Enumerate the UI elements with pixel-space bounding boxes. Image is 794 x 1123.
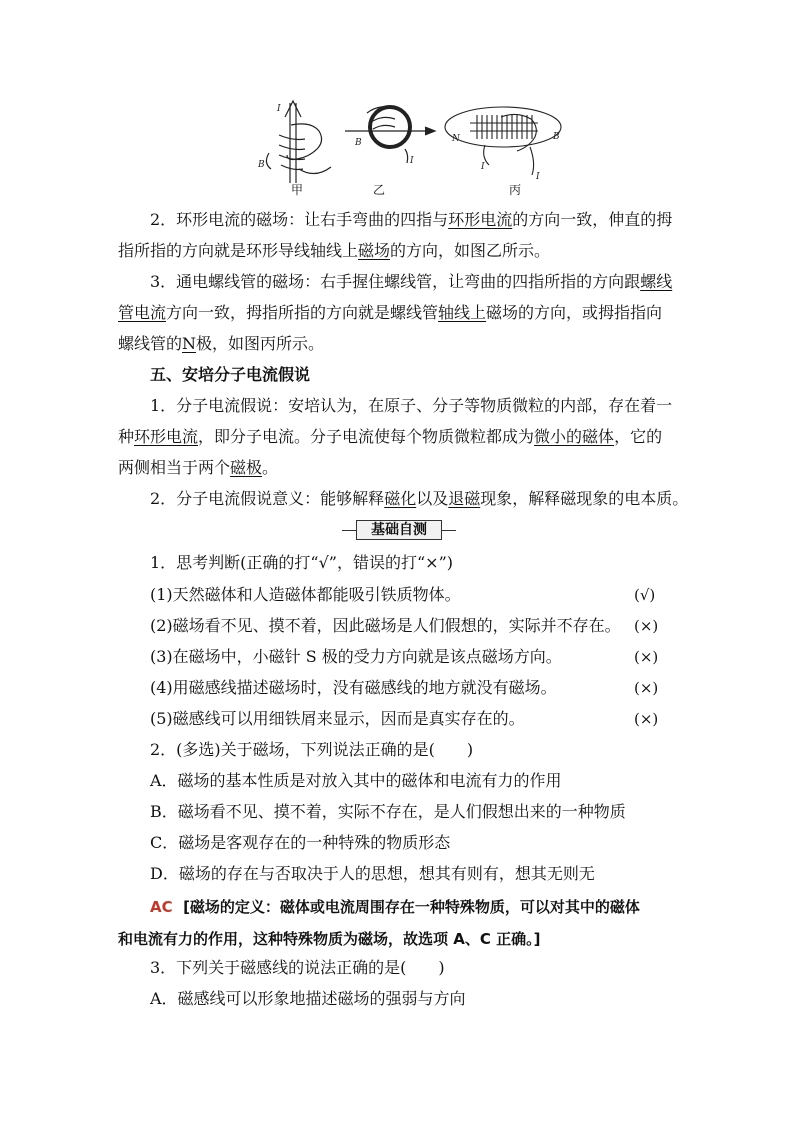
svg-text:B: B [355, 138, 362, 148]
para3-line2 [118, 303, 678, 323]
text-span: 3．通电螺线管的磁场：右手握住螺线管，让弯曲的四指所指的方向跟 [150, 272, 641, 291]
judgement-item: (2)磁场看不见、摸不着，因此磁场是人们假想的，实际并不存在。 [150, 616, 621, 635]
text-span: 的方向一致，伸直的拇 [512, 210, 673, 229]
judgement-item: (1)天然磁体和人造磁体都能吸引铁质物体。 [150, 585, 461, 604]
text-span: 2．分子电流假说意义：能够解释 [150, 489, 385, 508]
para3-line1 [150, 272, 710, 292]
para5-1-line3 [118, 458, 678, 478]
judgement-mark: (×) [634, 679, 659, 697]
question-2-title: 2．(多选)关于磁场，下列说法正确的是( ) [150, 740, 474, 759]
judgement-mark: (√) [634, 586, 656, 604]
question-3-title: 3．下列关于磁感线的说法正确的是( ) [150, 958, 445, 977]
option-a: A．磁场的基本性质是对放入其中的磁体和电流有力的作用 [150, 771, 562, 790]
text-span: 方向一致，拇指所指的方向就是螺线管 [166, 303, 439, 322]
option-c: C．磁场是客观存在的一种特殊的物质形态 [150, 833, 451, 852]
svg-text:I: I [410, 156, 414, 166]
divider [442, 530, 456, 531]
underlined-term: 磁化 [384, 489, 417, 508]
svg-text:I: I [536, 172, 540, 182]
judgement-mark: (×) [634, 710, 659, 728]
svg-text:N: N [452, 134, 460, 144]
text-span: 磁场的方向，或拇指指向 [486, 303, 663, 322]
underlined-term: 微小的磁体 [534, 427, 615, 446]
solenoid-diagram [445, 107, 561, 182]
text-span: 2．环形电流的磁场：让右手弯曲的四指与 [150, 210, 449, 229]
text-span: 两侧相当于两个 [118, 458, 231, 477]
figure-label-jia: 甲 [291, 183, 304, 197]
underlined-term: 环形电流 [134, 427, 199, 446]
judgement-item: (3)在磁场中，小磁针 S 极的受力方向就是该点磁场方向。 [150, 647, 562, 666]
ring-current-diagram [345, 107, 435, 166]
para5-1-line1: 1．分子电流假说：安培认为，在原子、分子等物质微粒的内部，存在着一 [150, 396, 673, 415]
text-span: 以及 [416, 489, 449, 508]
judgement-item: (5)磁感线可以用细铁屑来显示，因而是真实存在的。 [150, 709, 525, 728]
svg-text:I: I [277, 104, 281, 114]
divider [342, 530, 356, 531]
underlined-term: 退磁 [448, 489, 481, 508]
text-span: 种 [118, 427, 135, 446]
figure-label-yi: 乙 [373, 183, 386, 197]
underlined-term: 轴线上 [438, 303, 487, 322]
svg-text:B: B [258, 160, 265, 170]
underlined-term: N [182, 334, 197, 353]
text-span: ，它的 [614, 427, 663, 446]
answer-line-1 [150, 896, 640, 917]
option-a: A．磁感线可以形象地描述磁场的强弱与方向 [150, 989, 466, 1008]
underlined-term: 管电流 [118, 303, 167, 322]
svg-text:I: I [481, 162, 485, 172]
para5-2 [150, 489, 710, 509]
text-span: 指所指的方向就是环形导线轴线上 [118, 241, 359, 260]
option-d: D．磁场的存在与否取决于人的思想，想其有则有，想其无则无 [150, 864, 595, 883]
section-box-label: 基础自测 [356, 520, 442, 540]
text-span: 极，如图丙所示。 [196, 334, 325, 353]
para3-line3 [118, 334, 678, 354]
para2-line1 [150, 210, 710, 230]
question-1-title: 1．思考判断(正确的打“√”，错误的打“×”) [150, 553, 453, 572]
underlined-term: 磁极 [230, 458, 263, 477]
text-span: 螺线管的 [118, 334, 183, 353]
answer-explanation: [磁场的定义：磁体或电流周围存在一种特殊物质，可以对其中的磁体 [183, 898, 640, 916]
text-span: 的方向，如图乙所示。 [390, 241, 551, 260]
answer-key: AC [150, 898, 173, 916]
para5-1-line2 [118, 427, 678, 447]
straight-wire-diagram [257, 101, 331, 183]
answer-line-2: 和电流有力的作用，这种特殊物质为磁场，故选项 A、C 正确。] [118, 930, 541, 948]
svg-text:B: B [553, 132, 560, 142]
judgement-mark: (×) [634, 617, 659, 635]
option-b: B．磁场看不见、摸不着，实际不存在，是人们假想出来的一种物质 [150, 802, 626, 821]
underlined-term: 环形电流 [448, 210, 513, 229]
section-box-basic-test [342, 520, 456, 542]
judgement-item: (4)用磁感线描述磁场时，没有磁感线的地方就没有磁场。 [150, 678, 557, 697]
figure-label-bing: 丙 [509, 183, 522, 197]
section-heading: 五、安培分子电流假说 [150, 365, 311, 384]
judgement-mark: (×) [634, 648, 659, 666]
underlined-term: 磁场 [358, 241, 391, 260]
text-span: ，即分子电流。分子电流使每个物质微粒都成为 [198, 427, 535, 446]
text-span: 现象，解释磁现象的电本质。 [480, 489, 689, 508]
para2-line2 [118, 241, 678, 261]
underlined-term: 螺线 [640, 272, 673, 291]
text-span: 。 [262, 458, 279, 477]
